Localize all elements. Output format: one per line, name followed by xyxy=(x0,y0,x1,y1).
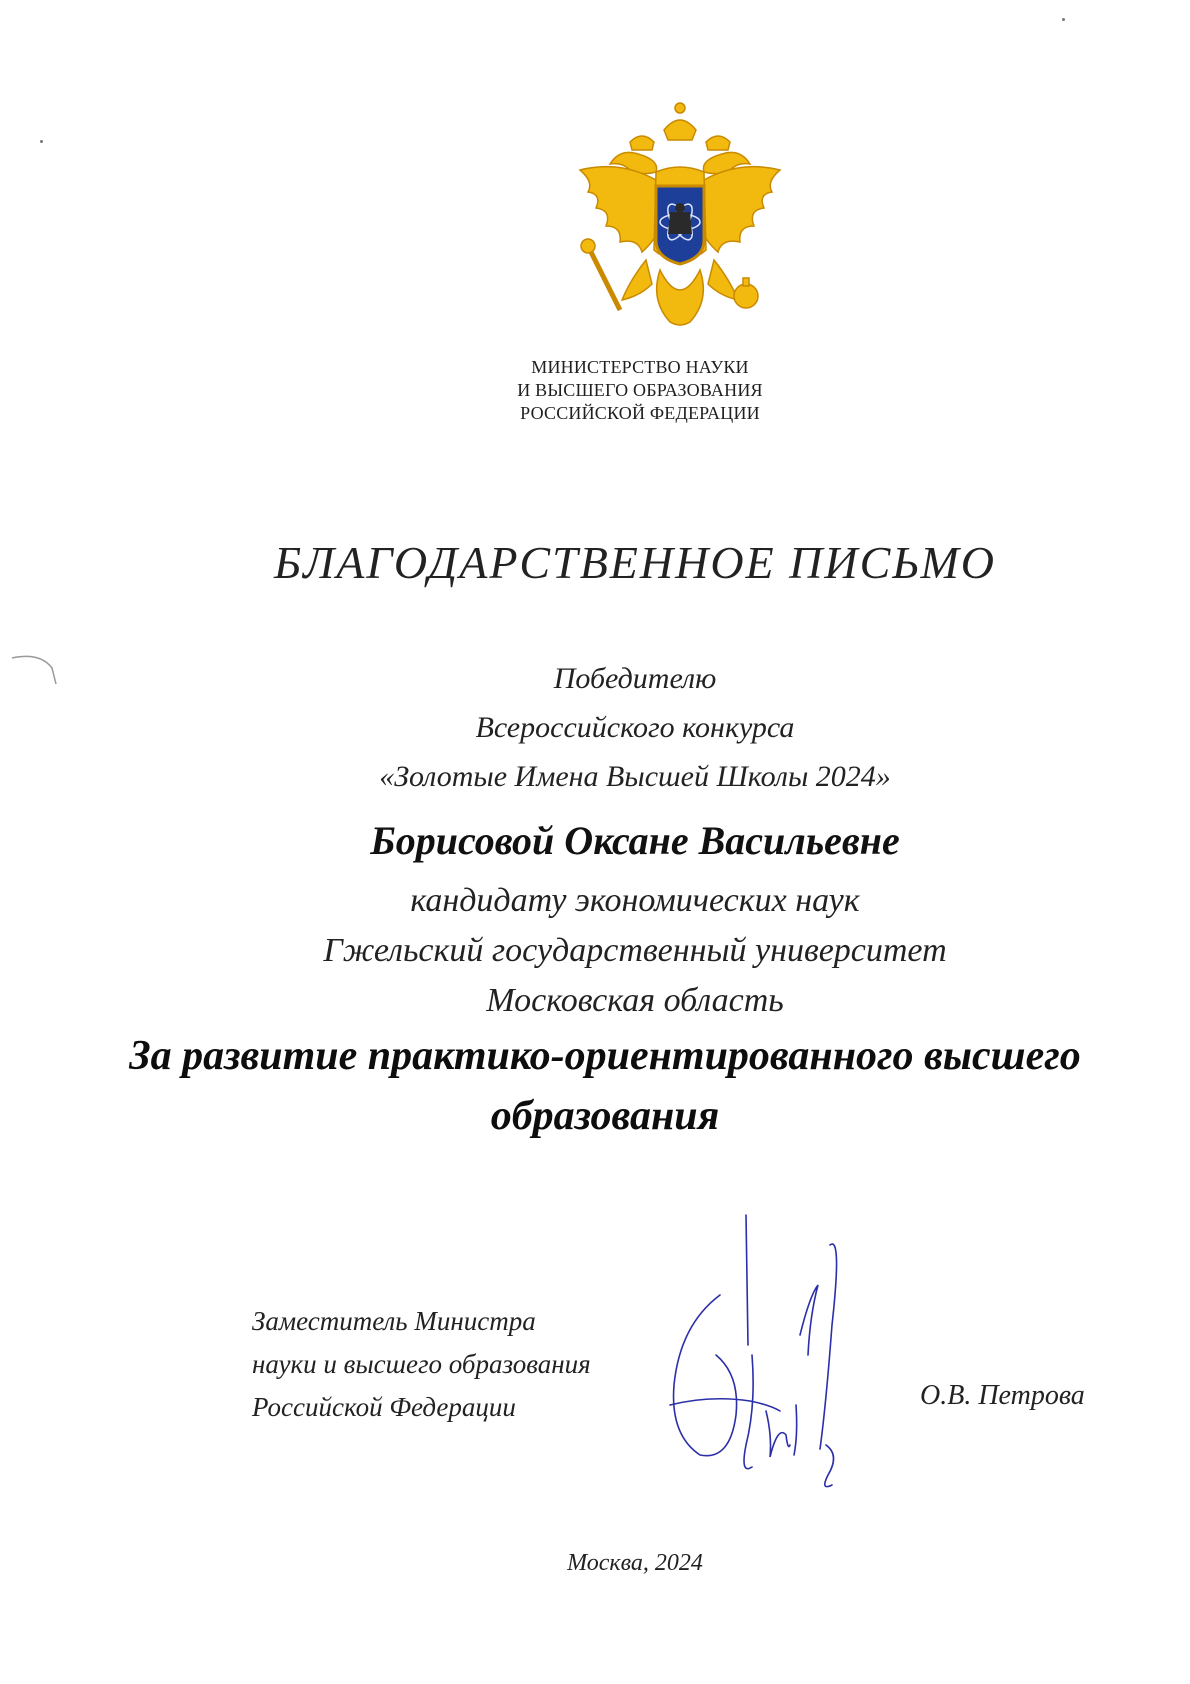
signer-position xyxy=(252,1300,591,1429)
recipient-detail-line: кандидату экономических наук xyxy=(410,882,860,919)
recipient-name: Борисовой Оксане Васильевне xyxy=(370,818,900,863)
recipient-detail-line: Гжельский государственный университет xyxy=(323,932,947,969)
recipient-detail-line: Московская область xyxy=(486,982,784,1019)
document-title: БЛАГОДАРСТВЕННОЕ ПИСЬМО xyxy=(273,537,997,588)
ministry-line: РОССИЙСКОЙ ФЕДЕРАЦИИ xyxy=(520,403,760,423)
position-line: науки и высшего образования xyxy=(252,1349,591,1379)
dedication-line: «Золотые Имена Высшей Школы 2024» xyxy=(379,760,891,793)
position-line: Российской Федерации xyxy=(252,1392,516,1422)
dedication-line: Победителю xyxy=(553,662,717,695)
award-line: образования xyxy=(490,1093,720,1139)
scan-speck xyxy=(40,140,43,143)
dedication xyxy=(0,654,1190,801)
double-headed-eagle-emblem-icon xyxy=(560,100,800,340)
award-text xyxy=(0,1026,1190,1146)
dedication-line: Всероссийского конкурса xyxy=(475,711,795,744)
ministry-line: И ВЫСШЕГО ОБРАЗОВАНИЯ xyxy=(517,380,763,400)
recipient-details xyxy=(0,876,1190,1026)
handwritten-signature-icon xyxy=(660,1205,880,1505)
signer-name: О.В. Петрова xyxy=(920,1380,1085,1411)
ministry-name xyxy=(0,356,1190,425)
award-line: За развитие практико-ориентированного высшего xyxy=(129,1033,1081,1079)
scan-speck xyxy=(1062,18,1065,21)
position-line: Заместитель Министра xyxy=(252,1306,536,1336)
place-date: Москва, 2024 xyxy=(567,1550,703,1576)
ministry-line: МИНИСТЕРСТВО НАУКИ xyxy=(531,357,749,377)
